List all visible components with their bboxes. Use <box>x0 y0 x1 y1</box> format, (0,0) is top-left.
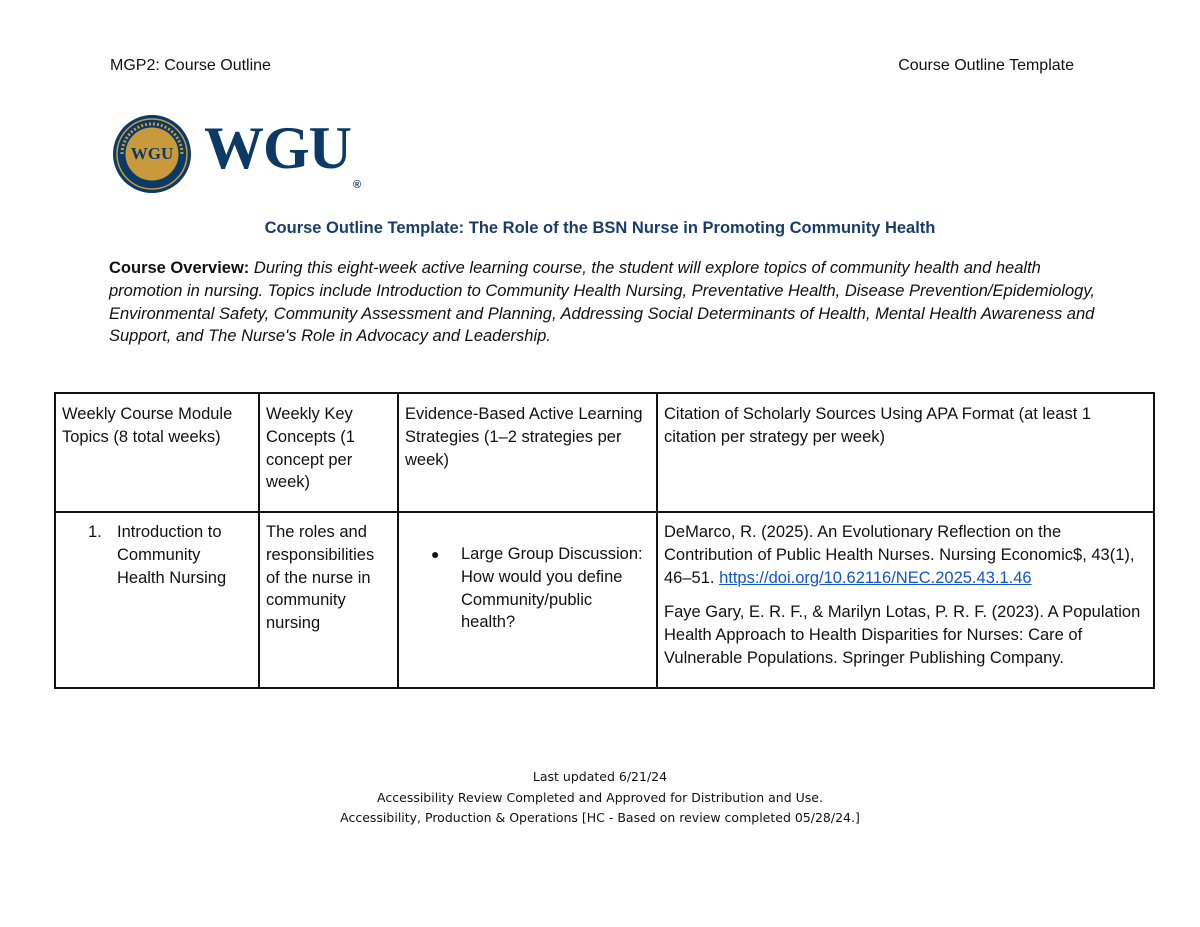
header-citations: Citation of Scholarly Sources Using APA Format (at least 1 citation per strategy per week) <box>657 393 1154 512</box>
header-learning-strategies: Evidence-Based Active Learning Strategies (1–2 strategies per week) <box>398 393 657 512</box>
header-module-topics: Weekly Course Module Topics (8 total weeks) <box>55 393 259 512</box>
cell-concept: The roles and responsibilities of the nurse in community nursing <box>259 512 398 688</box>
logo-text: WGU <box>204 114 351 181</box>
course-overview <box>109 257 1099 348</box>
table-row <box>55 512 1154 688</box>
table-header-row <box>55 393 1154 512</box>
topic-text: Introduction to Community Health Nursing <box>117 523 227 587</box>
seal-initials: WGU <box>130 144 174 163</box>
wgu-logo <box>112 114 360 194</box>
footer <box>0 767 1200 829</box>
course-outline-table <box>54 392 1155 689</box>
numbered-item <box>62 521 252 589</box>
cell-strategy <box>398 512 657 688</box>
header-left: MGP2: Course Outline <box>110 57 271 74</box>
citation-1 <box>664 521 1147 589</box>
registered-mark: ® <box>353 178 361 191</box>
item-number: 1. <box>88 523 102 541</box>
cell-topic <box>55 512 259 688</box>
bullet-icon: ● <box>431 546 440 562</box>
citation-2: Faye Gary, E. R. F., & Marilyn Lotas, P. R. F. (2023). A Population Health Approach to Health Disparities for Nurses: Care of Vulnerable Populations. Springer Publishing Company. <box>664 603 1141 667</box>
page-title: Course Outline Template: The Role of the BSN Nurse in Promoting Community Health <box>264 219 936 237</box>
footer-accessibility-review: Accessibility Review Completed and Approved for Distribution and Use. <box>377 789 823 805</box>
cell-citations <box>657 512 1154 688</box>
strategy-text: Large Group Discussion: How would you define Community/public health? <box>461 545 643 632</box>
university-seal-icon <box>112 114 192 194</box>
header-right: Course Outline Template <box>898 57 1074 74</box>
overview-label: Course Overview: <box>109 259 250 277</box>
citation-1-link[interactable]: https://doi.org/10.62116/NEC.2025.43.1.46 <box>719 568 1032 587</box>
overview-text: During this eight-week active learning course, the student will explore topics of community health and health promotion in nursing. Topics include Introduction to Community Health Nursing, Preventative Health, Disease Prevention/Epidemiology, Environmental Safety, Community Assessment and Planning, Addressing Social Determinants of Health, Mental Health Awareness and Support, and The Nurse's Role in Advocacy and Leadership. <box>109 259 1095 346</box>
header-key-concepts: Weekly Key Concepts (1 concept per week) <box>259 393 398 512</box>
citation-1-text: DeMarco, R. (2025). An Evolutionary Reflection on the Contribution of Public Health Nurses. Nursing Economic$, 43(1), 46–51. <box>664 523 1135 587</box>
logo-wordmark <box>204 114 361 191</box>
footer-accessibility-ops: Accessibility, Production & Operations [HC - Based on review completed 05/28/24.] <box>340 810 860 825</box>
footer-last-updated: Last updated 6/21/24 <box>532 769 668 784</box>
bullet-item <box>405 543 650 634</box>
